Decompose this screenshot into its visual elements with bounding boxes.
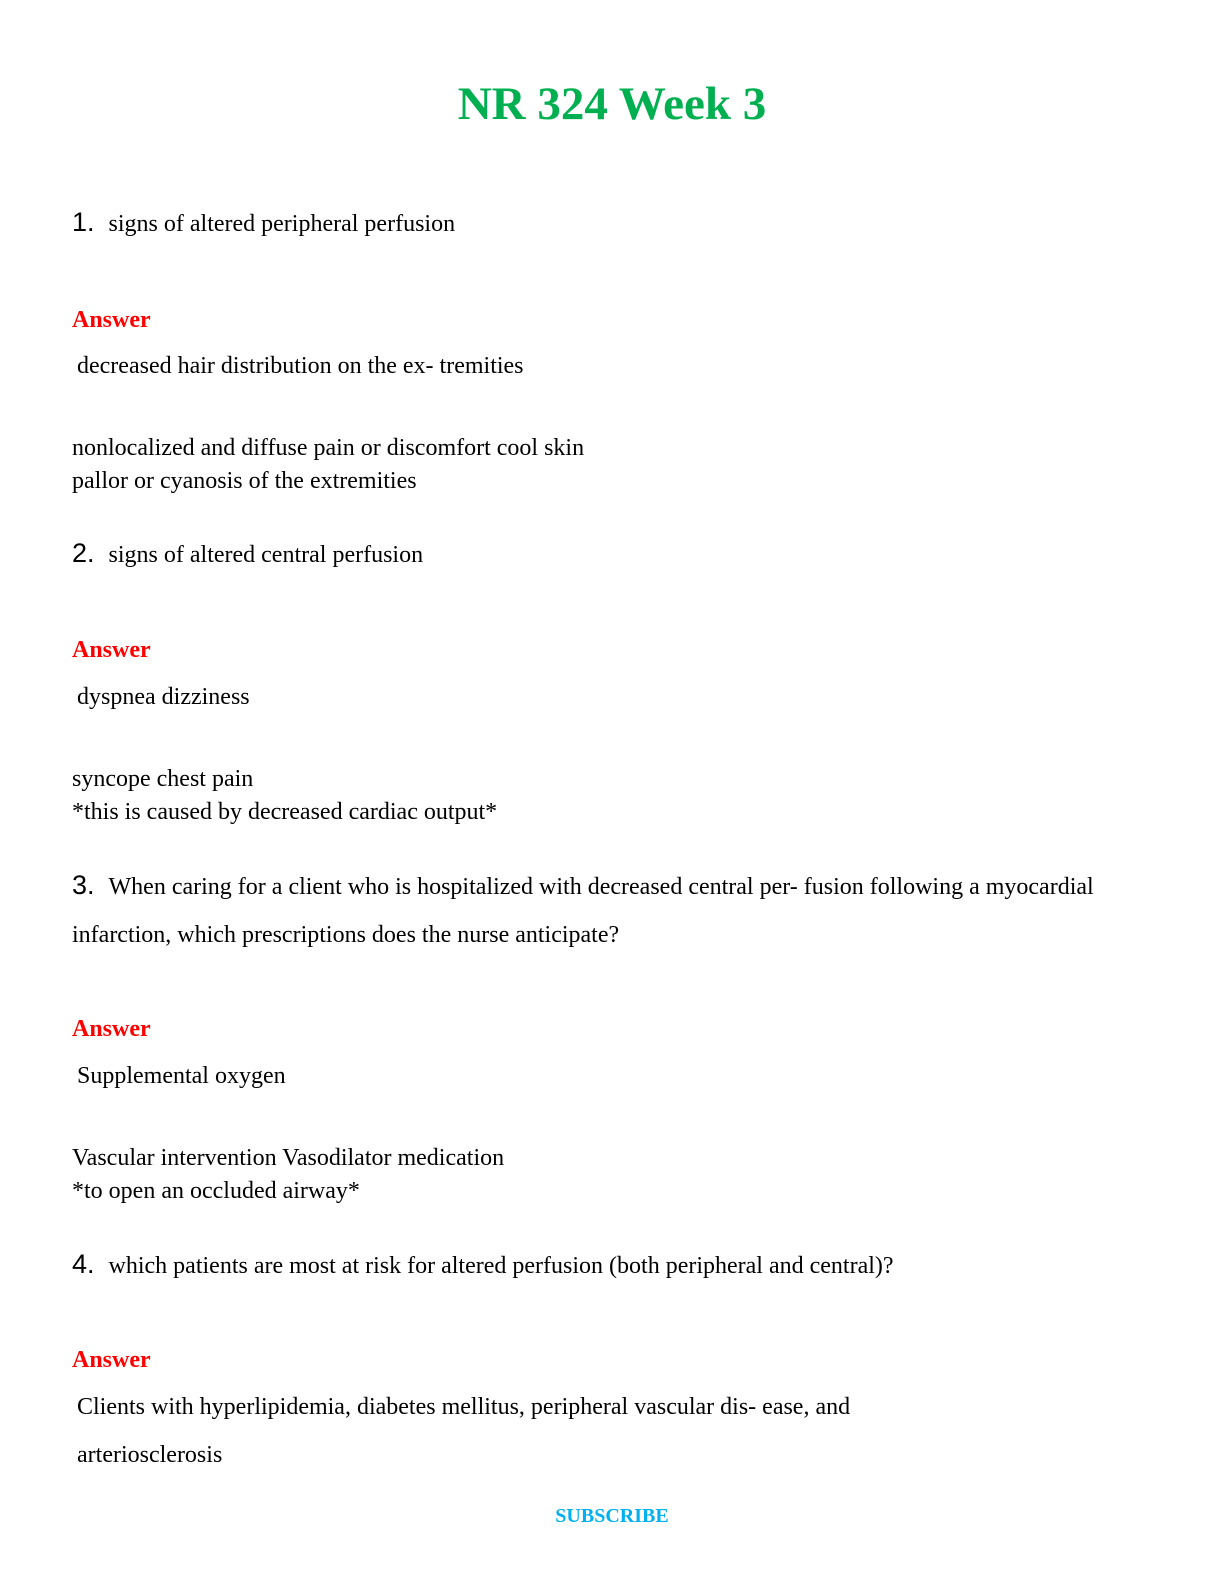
question-line: [72, 1240, 1162, 1290]
question-number: 3.: [72, 870, 95, 900]
question-text: When caring for a client who is hospitalized with decreased central per- fusion following a myocardial infarction, which prescriptions does the nurse anticipate?: [72, 874, 1094, 948]
question-line: [72, 861, 1162, 959]
answer-label: Answer: [72, 1016, 151, 1042]
answer-2: [72, 635, 1162, 665]
answer-line: *to open an occluded airway*: [72, 1178, 360, 1204]
answer-label: Answer: [72, 1347, 151, 1373]
answer-3: [72, 1014, 1162, 1044]
document-title: NR 324 Week 3: [457, 78, 767, 130]
answer-1-body: [72, 350, 1162, 383]
question-line: [72, 529, 1162, 579]
question-4: [72, 1240, 1162, 1290]
answer-first-line: dyspnea dizziness: [77, 684, 250, 710]
question-number: 2.: [72, 538, 95, 568]
question-number: 1.: [72, 207, 95, 237]
question-2: [72, 529, 1162, 579]
answer-line: syncope chest pain: [72, 766, 254, 792]
answer-line: Vascular intervention Vasodilator medication: [72, 1145, 505, 1171]
answer-label: Answer: [72, 307, 151, 333]
question-number: 4.: [72, 1249, 95, 1279]
question-text: signs of altered central perfusion: [108, 542, 424, 568]
question-text: which patients are most at risk for altered perfusion (both peripheral and central)?: [108, 1253, 894, 1279]
answer-1-rest: [72, 432, 1162, 498]
answer-first-line: Clients with hyperlipidemia, diabetes mellitus, peripheral vascular dis- ease, and arteriosclerosis: [77, 1394, 851, 1468]
question-line: [72, 198, 1162, 248]
answer-4-body: [72, 1383, 992, 1479]
answer-first-line: Supplemental oxygen: [77, 1063, 286, 1089]
answer-4: [72, 1345, 1162, 1375]
subscribe-link[interactable]: SUBSCRIBE: [555, 1505, 669, 1527]
answer-line: pallor or cyanosis of the extremities: [72, 468, 417, 494]
answer-line: nonlocalized and diffuse pain or discomfort cool skin: [72, 435, 585, 461]
question-1: [72, 198, 1162, 248]
answer-3-rest: [72, 1142, 1162, 1208]
answer-3-body: [72, 1060, 1162, 1093]
answer-2-rest: [72, 763, 1162, 829]
answer-first-line: decreased hair distribution on the ex- tremities: [77, 353, 524, 379]
answer-2-body: [72, 681, 1162, 714]
answer-1: [72, 305, 1162, 335]
question-3: [72, 861, 1162, 959]
answer-label: Answer: [72, 637, 151, 663]
answer-line: *this is caused by decreased cardiac output*: [72, 799, 498, 825]
question-text: signs of altered peripheral perfusion: [108, 211, 456, 237]
